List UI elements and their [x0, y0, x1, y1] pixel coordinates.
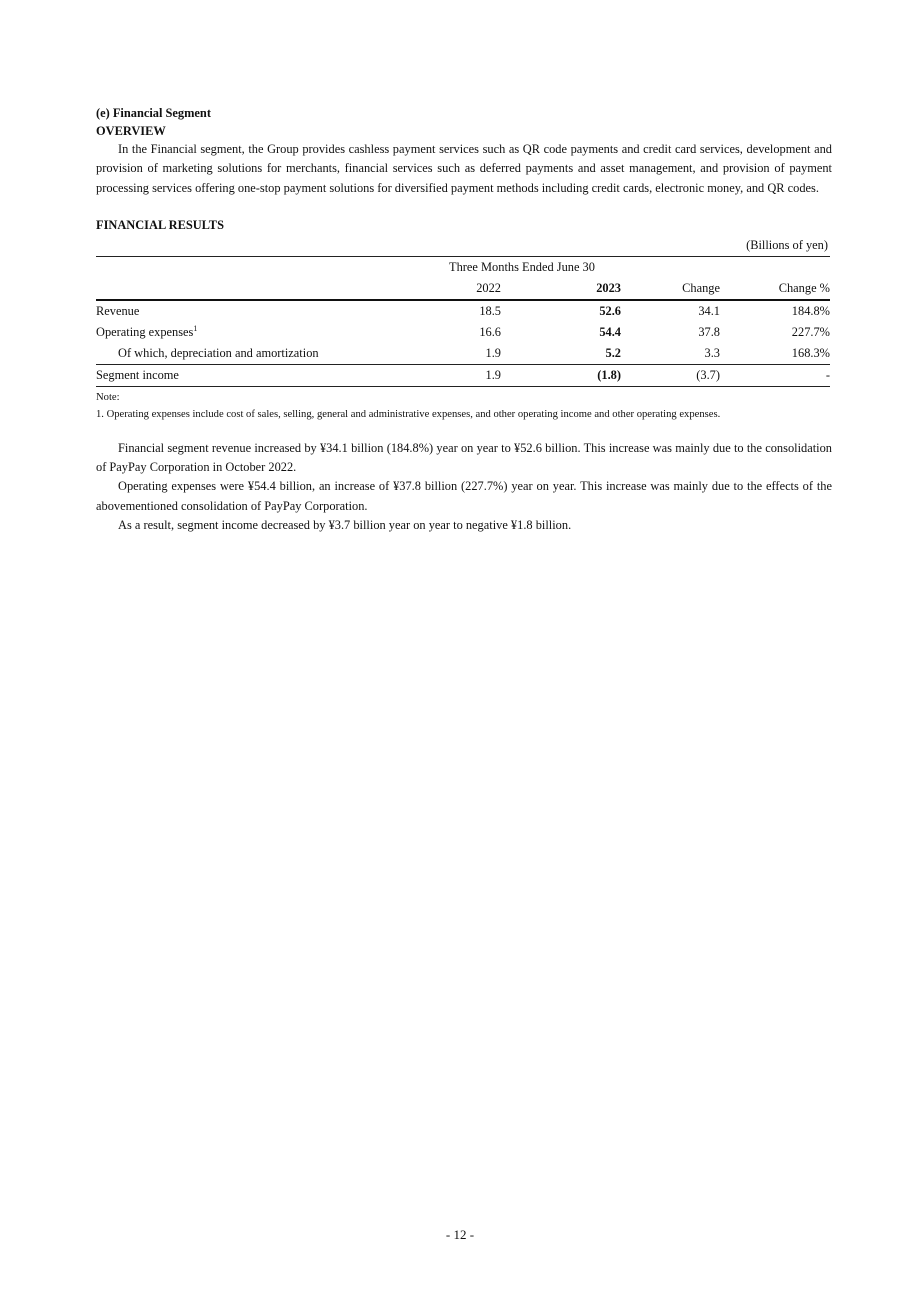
table-row-revenue: [96, 300, 830, 322]
table-row-operating-expenses: [96, 322, 830, 343]
cell-2022: 1.9: [423, 364, 501, 386]
note-1: 1. Operating expenses include cost of sales, selling, general and administrative expenses, and other operating income and other operating expenses.: [96, 408, 721, 420]
column-header-2022: 2022: [423, 278, 501, 300]
cell-change-pct: -: [720, 364, 830, 386]
column-header-2023: 2023: [501, 278, 621, 300]
row-label: Revenue: [96, 303, 140, 318]
table-row-segment-income: [96, 364, 830, 386]
commentary-paragraph: Financial segment revenue increased by ¥34.1 billion (184.8%) year on year to ¥52.6 billion. This increase was mainly due to the consolidation of PayPay Corporation in October 2022.: [96, 440, 832, 475]
cell-change: 3.3: [704, 345, 720, 360]
cell-change: (3.7): [621, 364, 720, 386]
table-header-row: [96, 278, 830, 300]
page-content: [96, 104, 832, 535]
footnote-marker: 1: [193, 323, 198, 333]
commentary-paragraph: As a result, segment income decreased by ¥3.7 billion year on year to negative ¥1.8 billion.: [118, 518, 572, 533]
cell-change-pct: 184.8%: [791, 303, 830, 318]
table-notes: [96, 389, 832, 423]
note-title: Note:: [96, 391, 120, 403]
row-label: Of which, depreciation and amortization: [118, 345, 319, 360]
unit-label: (Billions of yen): [746, 237, 828, 252]
cell-2023: 52.6: [599, 303, 621, 318]
row-label: Segment income: [96, 364, 423, 386]
commentary-paragraph: Operating expenses were ¥54.4 billion, an increase of ¥37.8 billion (227.7%) year on year. This increase was mainly due to the effects of the abovementioned consolidation of PayPay Corporation.: [96, 479, 832, 513]
overview-paragraph: In the Financial segment, the Group provides cashless payment services such as QR code payments and credit card services, development and provision of marketing solutions for merchants, financial services such as deferred payments and asset management, and provision of payment processing services offering one-stop payment solutions for diversified payment methods including credit cards, electronic money, and QR codes.: [96, 142, 832, 195]
cell-2023: 5.2: [605, 345, 621, 360]
cell-2022: 18.5: [479, 303, 501, 318]
cell-2022: 1.9: [485, 345, 501, 360]
period-header: Three Months Ended June 30: [423, 256, 621, 278]
cell-2022: 16.6: [479, 324, 501, 339]
cell-2023: 54.4: [599, 324, 621, 339]
cell-change: 34.1: [698, 303, 720, 318]
page-number: - 12 -: [445, 1227, 475, 1242]
row-label-cell: [96, 322, 423, 343]
overview-heading: OVERVIEW: [96, 124, 166, 138]
financial-results-heading: FINANCIAL RESULTS: [96, 217, 224, 232]
column-header-change-pct: Change %: [720, 278, 830, 300]
cell-2023: (1.8): [501, 364, 621, 386]
table-row-depreciation: [96, 343, 830, 365]
row-label: Operating expenses: [96, 324, 194, 339]
section-title: (e) Financial Segment: [96, 106, 211, 120]
cell-change: 37.8: [698, 324, 720, 339]
commentary: [96, 439, 832, 535]
table-header-group-row: [96, 256, 830, 278]
column-header-change: Change: [621, 278, 720, 300]
cell-change-pct: 168.3%: [791, 345, 830, 360]
financial-results-table: [96, 256, 830, 387]
cell-change-pct: 227.7%: [791, 324, 830, 339]
